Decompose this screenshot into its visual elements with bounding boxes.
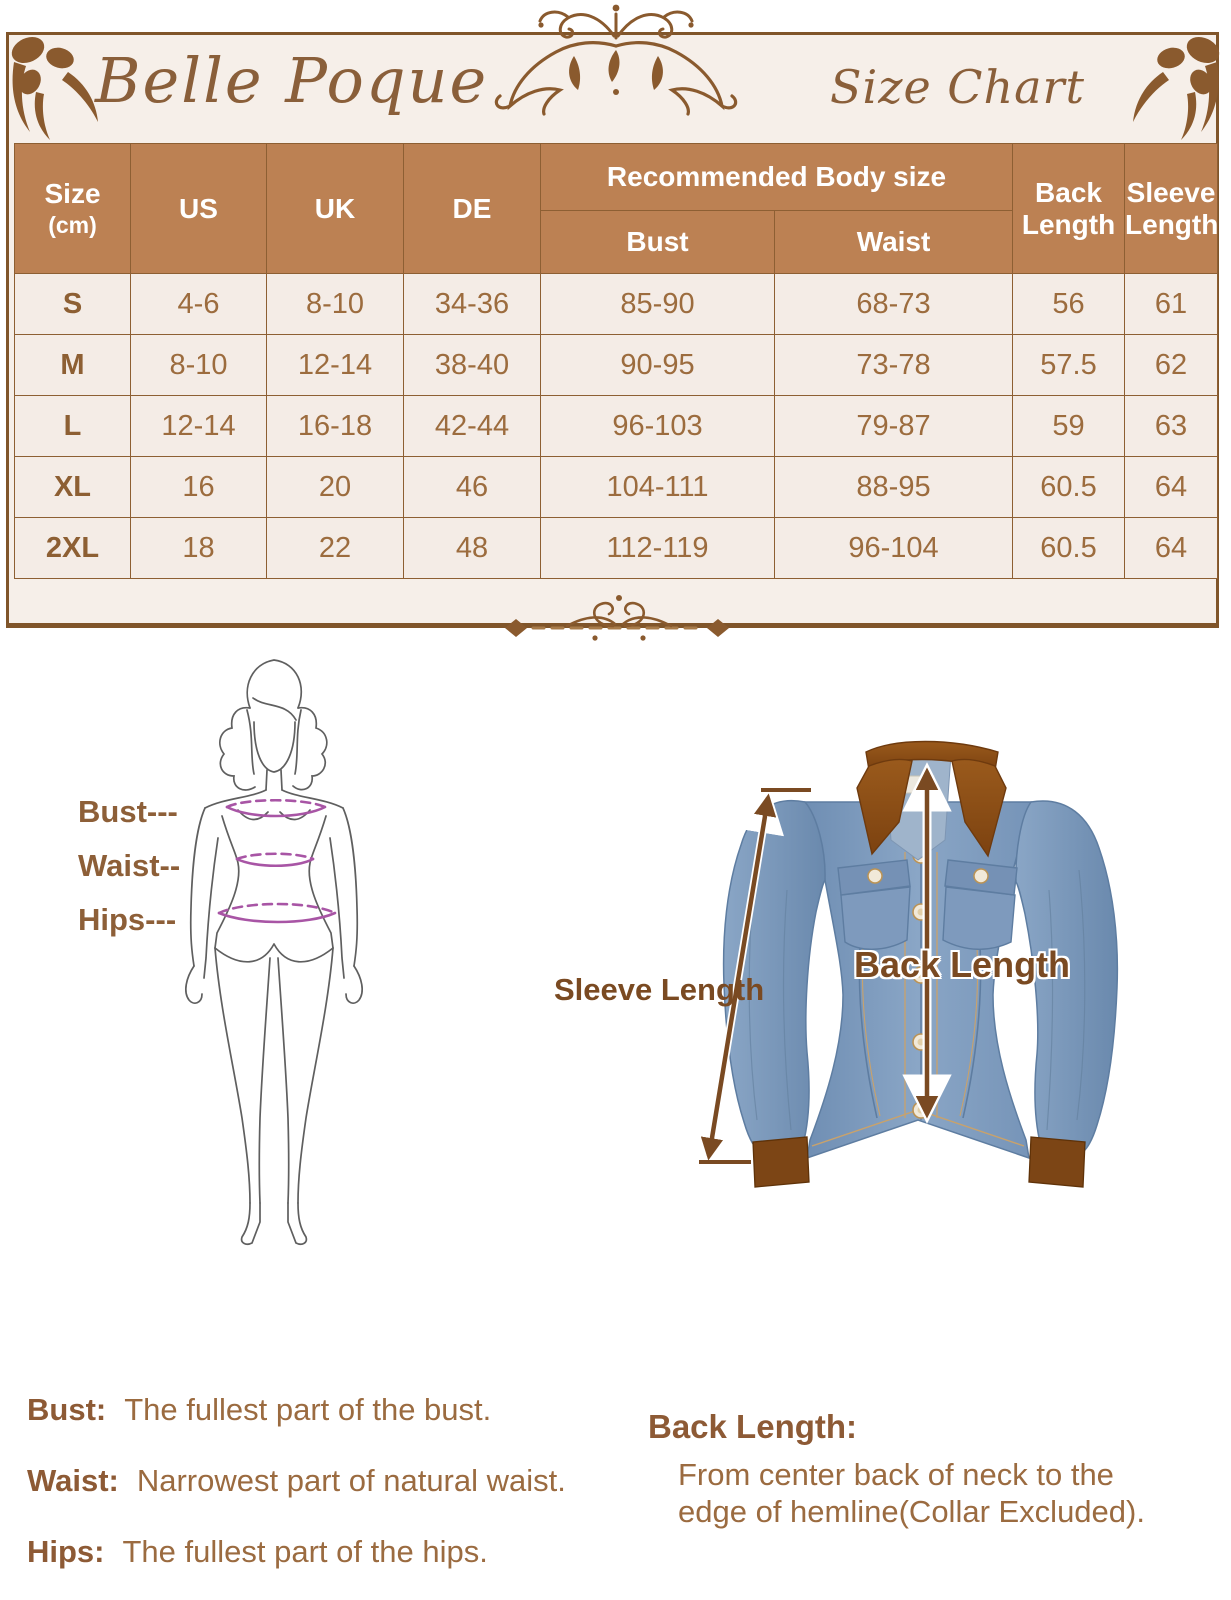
cell-size: M: [15, 335, 131, 396]
cell-de: 42-44: [404, 396, 541, 457]
cell-bust: 104-111: [541, 457, 775, 518]
back-length-text-line1: From center back of neck to the: [678, 1457, 1114, 1492]
cell-sleeve-length: 63: [1125, 396, 1218, 457]
brand-logo-text: Belle Poque: [95, 44, 489, 117]
back-length-term: Back Length:: [648, 1408, 858, 1445]
cell-waist: 79-87: [775, 396, 1013, 457]
cell-de: 34-36: [404, 274, 541, 335]
table-row: [15, 518, 1218, 579]
definition-line: [27, 1534, 566, 1600]
cell-uk: 16-18: [267, 396, 404, 457]
cell-back-length: 60.5: [1013, 518, 1125, 579]
cell-waist: 73-78: [775, 335, 1013, 396]
definition-text: The fullest part of the bust.: [124, 1392, 492, 1427]
corner-ornament-left-icon: [0, 26, 106, 144]
cell-bust: 85-90: [541, 274, 775, 335]
definition-line: [27, 1463, 566, 1534]
table-row: [15, 274, 1218, 335]
cell-us: 18: [131, 518, 267, 579]
cell-bust: 90-95: [541, 335, 775, 396]
cell-sleeve-length: 64: [1125, 457, 1218, 518]
cell-size: L: [15, 396, 131, 457]
back-length-label: Back Length: [854, 944, 1071, 985]
header-us: US: [131, 144, 267, 274]
cell-us: 4-6: [131, 274, 267, 335]
cell-uk: 20: [267, 457, 404, 518]
crown-ornament-icon: [536, 2, 696, 40]
cell-waist: 68-73: [775, 274, 1013, 335]
hips-label: Hips---: [78, 902, 177, 937]
cell-uk: 8-10: [267, 274, 404, 335]
cell-waist: 96-104: [775, 518, 1013, 579]
header-bust: Bust: [541, 211, 775, 274]
table-row: [15, 396, 1218, 457]
table-row: [15, 335, 1218, 396]
cell-back-length: 60.5: [1013, 457, 1125, 518]
cell-back-length: 57.5: [1013, 335, 1125, 396]
cell-waist: 88-95: [775, 457, 1013, 518]
cell-de: 46: [404, 457, 541, 518]
definition-term: Bust:: [27, 1392, 107, 1427]
cell-size: S: [15, 274, 131, 335]
header-size-line1: Size: [44, 178, 101, 209]
page-title: Size Chart: [830, 60, 1086, 114]
back-length-definition: [648, 1408, 1145, 1530]
bust-label: Bust---: [78, 794, 178, 829]
cell-us: 12-14: [131, 396, 267, 457]
cell-back-length: 59: [1013, 396, 1125, 457]
corner-ornament-right-icon: [1125, 26, 1231, 144]
definition-term: Hips:: [27, 1534, 105, 1569]
header-recommended-body-size: Recommended Body size: [541, 144, 1013, 211]
header-sleeve-length: Sleeve Length: [1125, 144, 1218, 274]
measurement-definitions: [27, 1392, 566, 1600]
waist-label: Waist--: [78, 848, 181, 883]
header-de: DE: [404, 144, 541, 274]
sleeve-length-label: Sleeve Length: [554, 972, 765, 1007]
cell-us: 16: [131, 457, 267, 518]
body-measurement-figure: [150, 648, 400, 1248]
cell-sleeve-length: 62: [1125, 335, 1218, 396]
header-size: [15, 144, 131, 274]
cell-sleeve-length: 64: [1125, 518, 1218, 579]
definition-text: Narrowest part of natural waist.: [136, 1463, 566, 1498]
header-back-length: Back Length: [1013, 144, 1125, 274]
header-size-line2: (cm): [48, 212, 97, 238]
cell-uk: 12-14: [267, 335, 404, 396]
table-row: [15, 457, 1218, 518]
cell-de: 48: [404, 518, 541, 579]
definition-text: The fullest part of the hips.: [122, 1534, 488, 1569]
cell-size: 2XL: [15, 518, 131, 579]
cell-us: 8-10: [131, 335, 267, 396]
cell-size: XL: [15, 457, 131, 518]
cell-de: 38-40: [404, 335, 541, 396]
size-chart-table: [14, 143, 1218, 579]
cell-back-length: 56: [1013, 274, 1125, 335]
definition-term: Waist:: [27, 1463, 119, 1498]
jacket-cuffs: [753, 1137, 1085, 1187]
cell-bust: 96-103: [541, 396, 775, 457]
cell-uk: 22: [267, 518, 404, 579]
back-length-text-line2: edge of hemline(Collar Excluded).: [678, 1494, 1145, 1529]
divider-ornament-icon: [447, 588, 787, 644]
cell-sleeve-length: 61: [1125, 274, 1218, 335]
header-waist: Waist: [775, 211, 1013, 274]
cell-bust: 112-119: [541, 518, 775, 579]
header-uk: UK: [267, 144, 404, 274]
definition-line: [27, 1392, 566, 1463]
